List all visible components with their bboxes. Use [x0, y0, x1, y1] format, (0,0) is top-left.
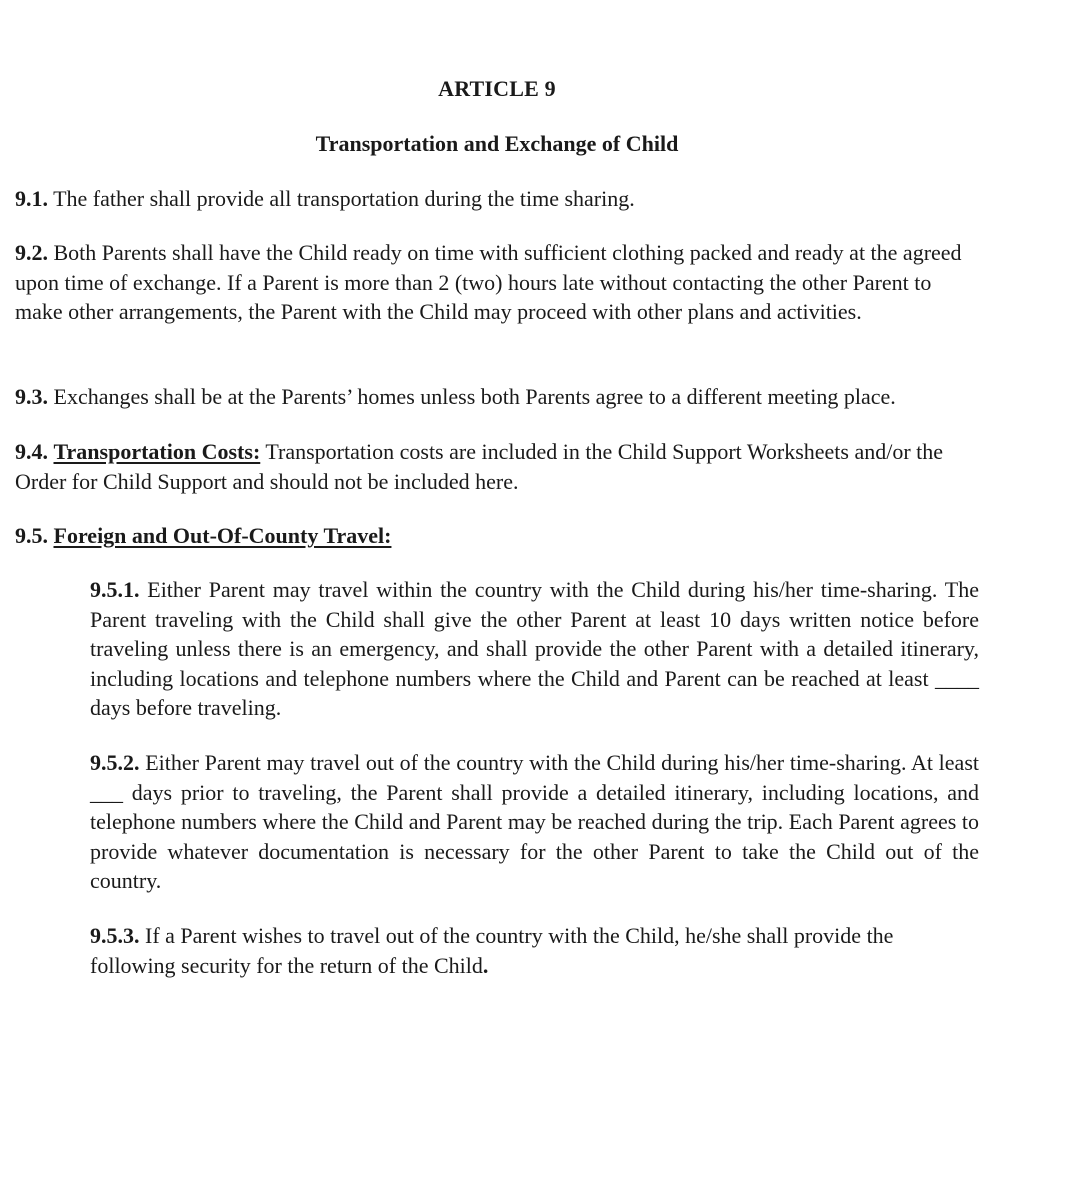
- section-9-5-1: [90, 575, 979, 723]
- section-number: 9.5.1.: [90, 577, 140, 602]
- section-number: 9.4.: [15, 439, 48, 464]
- section-number: 9.2.: [15, 240, 48, 265]
- article-number: ARTICLE 9: [438, 76, 556, 101]
- section-text: If a Parent wishes to travel out of the country with the Child, he/she shall provide the following security for the return of the Child: [90, 923, 894, 978]
- section-9-4: [15, 437, 979, 496]
- section-heading: Foreign and Out-Of-County Travel:: [53, 523, 392, 548]
- article-title: Transportation and Exchange of Child: [315, 131, 679, 156]
- section-number: 9.5.: [15, 523, 48, 548]
- section-text: The father shall provide all transportation during the time sharing.: [48, 186, 635, 211]
- section-9-3: [15, 382, 979, 412]
- section-number: 9.3.: [15, 384, 48, 409]
- section-heading: Transportation Costs:: [53, 439, 261, 464]
- section-9-5-2: [90, 748, 979, 896]
- section-number: 9.5.3.: [90, 923, 140, 948]
- section-9-1: [15, 184, 979, 214]
- section-text: Both Parents shall have the Child ready on time with sufficient clothing packed and ready at the agreed upon time of exchange. If a Parent is more than 2 (two) hours late without contacting the other Parent to make other arrangements, the Parent with the Child may proceed with other plans and activities.: [15, 240, 962, 325]
- section-text: Transportation costs are included in the Child Support Worksheets and/or the Order for Child Support and should not be included here.: [15, 439, 944, 494]
- section-text: Either Parent may travel out of the country with the Child during his/her time-sharing. At least ___ days prior to traveling, the Parent shall provide a detailed itinerary, including locations, and telephone numbers where the Child and Parent may be reached during the trip. Each Parent agrees to provide whatever documentation is necessary for the other Parent to take the Child out of the country.: [90, 750, 979, 894]
- section-end-period: .: [482, 952, 489, 978]
- section-number: 9.5.2.: [90, 750, 140, 775]
- section-number: 9.1.: [15, 186, 48, 211]
- section-text: Either Parent may travel within the country with the Child during his/her time-sharing. The Parent traveling with the Child shall give the other Parent at least 10 days written notice before traveling unless there is an emergency, and shall provide the other Parent with a detailed itinerary, including locations and telephone numbers where the Child and Parent can be reached at least ____ days before traveling.: [90, 577, 979, 721]
- section-9-2: [15, 238, 979, 327]
- section-text: Exchanges shall be at the Parents’ homes unless both Parents agree to a different meeting place.: [48, 384, 896, 409]
- section-9-5-3: [90, 921, 979, 980]
- section-9-5: [15, 521, 979, 551]
